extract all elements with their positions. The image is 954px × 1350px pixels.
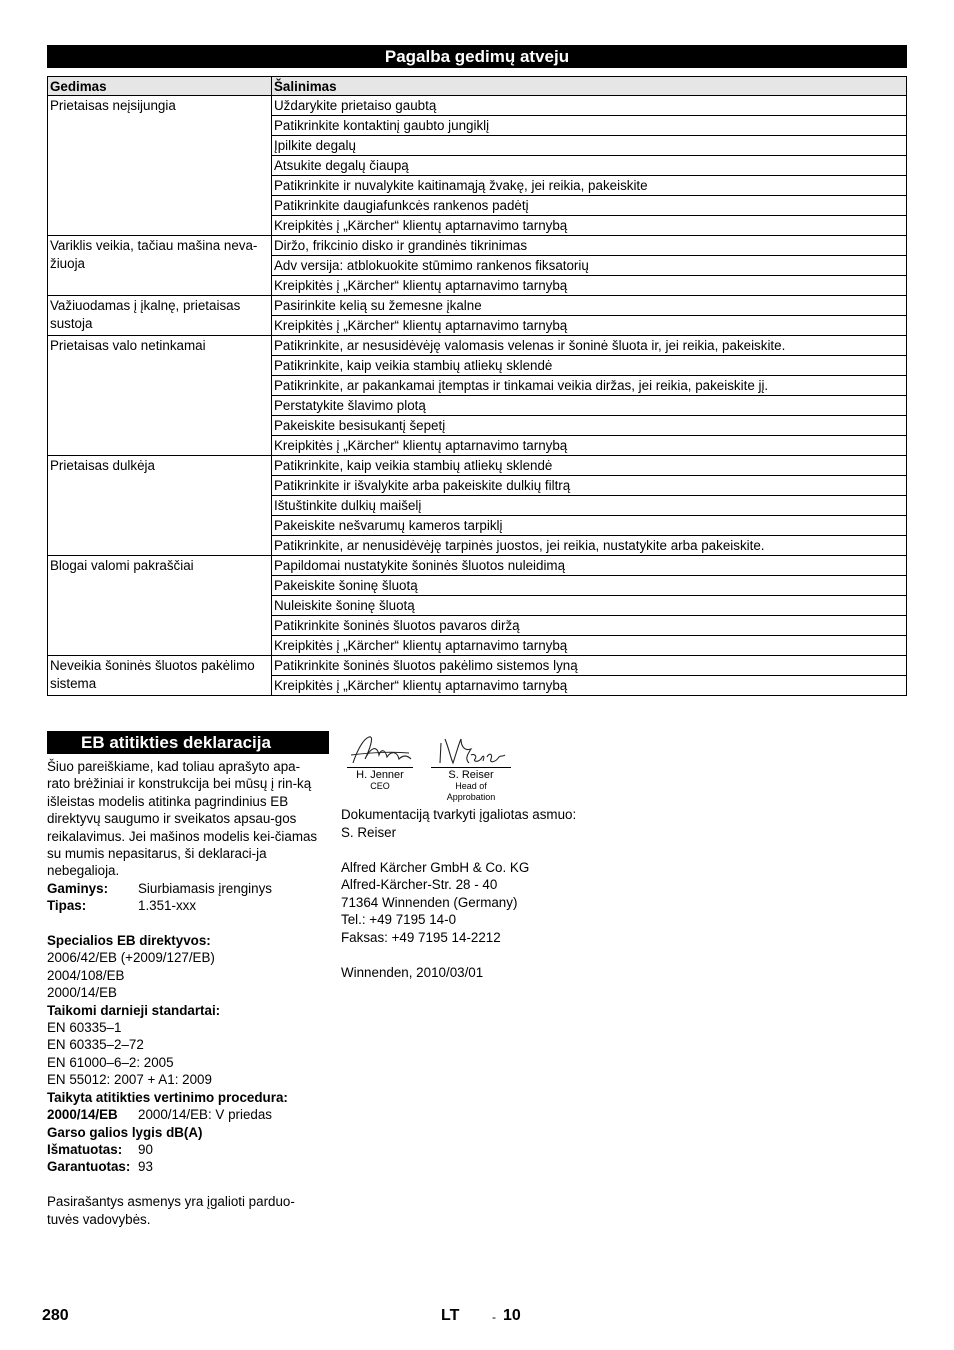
- measured-label: Išmatuotas:: [47, 1141, 123, 1157]
- remedy-cell: Ištuštinkite dulkių maišelį: [272, 496, 907, 516]
- type-label: Tipas:: [47, 898, 87, 914]
- directive-item: 2004/108/EB: [47, 967, 125, 983]
- guaranteed-value: 93: [138, 1159, 153, 1175]
- company-phone: Tel.: +49 7195 14-0: [341, 912, 457, 928]
- troubleshooting-table: [47, 76, 907, 696]
- fault-column-header: Gedimas: [48, 77, 272, 96]
- company-street: Alfred-Kärcher-Str. 28 - 40: [341, 877, 498, 893]
- remedy-cell: Pasirinkite kelią su žemesne įkalne: [272, 296, 907, 316]
- product-value: Siurbiamasis įrenginys: [138, 880, 272, 896]
- directive-item: 2000/14/EB: [47, 985, 117, 1001]
- remedy-cell: Patikrinkite ir išvalykite arba pakeiskite dulkių filtrą: [272, 476, 907, 496]
- standards-label: Taikomi darnieji standartai:: [47, 1002, 221, 1018]
- fault-cell: Neveikia šoninės šluotos pakėlimo sistema: [48, 656, 272, 696]
- signer-role-reiser: Head of Approbation: [446, 781, 496, 802]
- sub-page-number: 10: [503, 1307, 521, 1324]
- remedy-cell: Nuleiskite šoninę šluotą: [272, 596, 907, 616]
- remedy-cell: Patikrinkite, kaip veikia stambių atliekų sklendė: [272, 356, 907, 376]
- remedy-cell: Kreipkitės į „Kärcher“ klientų aptarnavimo tarnybą: [272, 436, 907, 456]
- documentation-label: Dokumentaciją tvarkyti įgaliotas asmuo:: [341, 807, 577, 822]
- fault-cell: Blogai valomi pakraščiai: [48, 556, 272, 656]
- remedy-cell: Pakeiskite nešvarumų kameros tarpiklį: [272, 516, 907, 536]
- company-fax: Faksas: +49 7195 14-2212: [341, 929, 501, 945]
- standard-item: EN 55012: 2007 + A1: 2009: [47, 1072, 212, 1088]
- signer-role-jenner: CEO: [370, 781, 390, 791]
- company-name: Alfred Kärcher GmbH & Co. KG: [341, 859, 530, 875]
- table-row: [48, 296, 907, 316]
- sub-page-prefix: -: [492, 1310, 496, 1324]
- documentation-person: S. Reiser: [341, 824, 397, 840]
- remedy-column-header: Šalinimas: [272, 77, 907, 96]
- table-header-row: [48, 77, 907, 96]
- remedy-cell: Papildomai nustatykite šoninės šluotos nuleidimą: [272, 556, 907, 576]
- type-row: [47, 897, 323, 914]
- procedure-label: Taikyta atitikties vertinimo procedura:: [47, 1089, 288, 1105]
- measured-row: [47, 1141, 323, 1158]
- page-number: 280: [42, 1307, 69, 1324]
- fault-cell: Važiuodamas į įkalnę, prietaisas sustoja: [48, 296, 272, 336]
- type-value: 1.351-xxx: [138, 898, 197, 914]
- standard-item: EN 61000–6–2: 2005: [47, 1054, 174, 1070]
- remedy-cell: Patikrinkite šoninės šluotos pavaros diržą: [272, 616, 907, 636]
- signature-block-reiser: [431, 733, 511, 803]
- remedy-cell: Kreipkitės į „Kärcher“ klientų aptarnavimo tarnybą: [272, 216, 907, 236]
- product-label: Gaminys:: [47, 880, 109, 896]
- remedy-cell: Patikrinkite, ar nesusidėvėję valomasis velenas ir šoninė šluota ir, jei reikia, pakeiskite.: [272, 336, 907, 356]
- remedy-cell: Patikrinkite kontaktinį gaubto jungiklį: [272, 116, 907, 136]
- remedy-cell: Uždarykite prietaiso gaubtą: [272, 96, 907, 116]
- remedy-cell: Patikrinkite, ar nenusidėvėję tarpinės juostos, jei reikia, nustatykite arba pakeiskite.: [272, 536, 907, 556]
- remedy-cell: Kreipkitės į „Kärcher“ klientų aptarnavimo tarnybą: [272, 276, 907, 296]
- signature-reiser-image: [431, 733, 511, 767]
- remedy-cell: Kreipkitės į „Kärcher“ klientų aptarnavimo tarnybą: [272, 636, 907, 656]
- guaranteed-row: [47, 1158, 323, 1175]
- table-row: [48, 236, 907, 256]
- directives-label: Specialios EB direktyvos:: [47, 933, 211, 949]
- standard-item: EN 60335–1: [47, 1020, 122, 1036]
- declaration-left-column: [47, 758, 323, 1228]
- declaration-title: EB atitikties deklaracija: [47, 731, 329, 754]
- guaranteed-label: Garantuotas:: [47, 1159, 131, 1175]
- remedy-cell: Patikrinkite šoninės šluotos pakėlimo sistemos lyną: [272, 656, 907, 676]
- fault-cell: Variklis veikia, tačiau mašina neva-žiuoja: [48, 236, 272, 296]
- company-city: 71364 Winnenden (Germany): [341, 894, 518, 910]
- signature-block-jenner: [347, 733, 413, 792]
- sound-label: Garso galios lygis dB(A): [47, 1124, 203, 1140]
- declaration-right-column: [341, 806, 641, 982]
- remedy-cell: Kreipkitės į „Kärcher“ klientų aptarnavimo tarnybą: [272, 676, 907, 696]
- fault-cell: Prietaisas neįsijungia: [48, 96, 272, 236]
- signature-jenner-image: [347, 733, 413, 767]
- remedy-cell: Perstatykite šlavimo plotą: [272, 396, 907, 416]
- remedy-cell: Patikrinkite daugiafunkcės rankenos padėtį: [272, 196, 907, 216]
- declaration-intro: Šiuo pareiškiame, kad toliau aprašyto apa-rato brėžiniai ir konstrukcija bei mūsų į rin-ką išleistas modelis atitinka pagrindinius EB direktyvų saugumo ir sveikatos apsau-gos reikalavimus. Jei mašinos modelis kei-čiamas su mumis nepasitarus, ši deklaraci-ja nebegalioja.: [47, 759, 318, 879]
- remedy-cell: Patikrinkite, ar pakankamai įtemptas ir tinkamai veikia diržas, jei reikia, pakeiskite jį.: [272, 376, 907, 396]
- signer-name-jenner: H. Jenner: [347, 767, 413, 781]
- standard-item: EN 60335–2–72: [47, 1037, 144, 1053]
- table-row: [48, 336, 907, 356]
- table-row: [48, 96, 907, 116]
- table-row: [48, 456, 907, 476]
- measured-value: 90: [138, 1141, 153, 1157]
- remedy-cell: Adv versija: atblokuokite stūmimo rankenos fiksatorių: [272, 256, 907, 276]
- product-row: [47, 880, 323, 897]
- remedy-cell: Patikrinkite ir nuvalykite kaitinamąją žvakę, jei reikia, pakeiskite: [272, 176, 907, 196]
- remedy-cell: Kreipkitės į „Kärcher“ klientų aptarnavimo tarnybą: [272, 316, 907, 336]
- procedure-value: 2000/14/EB: V priedas: [138, 1107, 272, 1123]
- directive-item: 2006/42/EB (+2009/127/EB): [47, 950, 215, 966]
- remedy-cell: Įpilkite degalų: [272, 136, 907, 156]
- troubleshooting-title: Pagalba gedimų atveju: [47, 45, 907, 68]
- signer-name-reiser: S. Reiser: [431, 767, 511, 781]
- signatories-note: Pasirašantys asmenys yra įgalioti parduo-tuvės vadovybės.: [47, 1194, 295, 1227]
- table-row: [48, 656, 907, 676]
- procedure-key: 2000/14/EB: [47, 1107, 118, 1123]
- language-code: LT: [441, 1307, 460, 1324]
- table-row: [48, 556, 907, 576]
- remedy-cell: Atsukite degalų čiaupą: [272, 156, 907, 176]
- procedure-row: [47, 1106, 323, 1123]
- remedy-cell: Pakeiskite besisukantį šepetį: [272, 416, 907, 436]
- fault-cell: Prietaisas dulkėja: [48, 456, 272, 556]
- remedy-cell: Patikrinkite, kaip veikia stambių atliekų sklendė: [272, 456, 907, 476]
- fault-cell: Prietaisas valo netinkamai: [48, 336, 272, 456]
- place-date: Winnenden, 2010/03/01: [341, 964, 484, 980]
- remedy-cell: Diržo, frikcinio disko ir grandinės tikrinimas: [272, 236, 907, 256]
- remedy-cell: Pakeiskite šoninę šluotą: [272, 576, 907, 596]
